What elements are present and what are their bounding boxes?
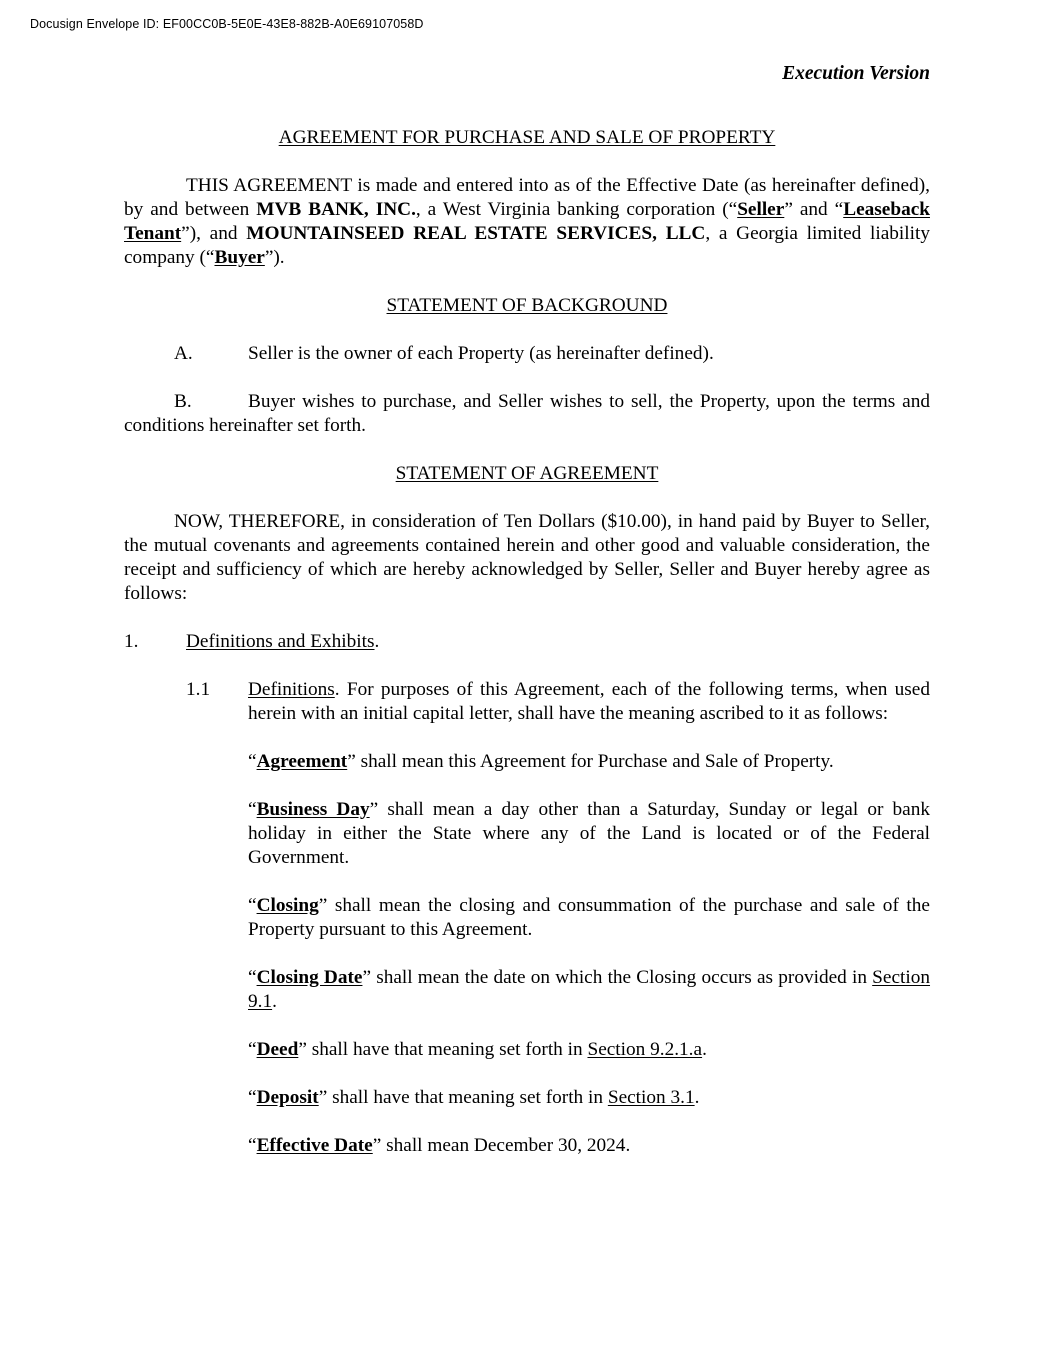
section-1-1-text: . For purposes of this Agreement, each of the following terms, when used herein with an initial capital letter, shall have the meaning ascribed to it as follows: [248,679,930,724]
definition-business-day [248,798,930,870]
definition-end: . [272,991,277,1012]
open-quote: “ [248,1135,257,1156]
intro-text-2: , a West Virginia banking corporation (“ [415,199,738,220]
definition-text: ” shall have that meaning set forth in [298,1039,588,1060]
seller-term: Seller [737,199,785,220]
definition-text: ” shall have that meaning set forth in [318,1087,608,1108]
docusign-envelope-id: Docusign Envelope ID: EF00CC0B-5E0E-43E8-882B-A0E69107058D [30,17,424,31]
leaseback-tenant-term: Leaseback Tenant [124,199,930,244]
open-quote: “ [248,751,257,772]
intro-text-4: ”), and [181,223,247,244]
section-1-number: 1. [124,631,139,652]
recital-a-number: A. [174,343,193,364]
background-heading [124,294,930,318]
recital-b-text: Buyer wishes to purchase, and Seller wishes to sell, the Property, upon the terms and conditions hereinafter set forth. [124,391,930,436]
section-1-1 [124,678,930,726]
recital-a [124,342,930,366]
intro-text-6: ”). [264,247,285,268]
definition-term: Effective Date [256,1135,373,1156]
definition-effective-date [248,1134,930,1158]
version-label: Execution Version [782,63,930,84]
definition-term: Closing Date [256,967,363,988]
recital-b-number: B. [174,391,192,412]
agreement-heading [124,462,930,486]
section-reference-link: Section 9.2.1.a [587,1039,703,1060]
section-1-title: Definitions and Exhibits [186,631,375,652]
definition-text: ” shall mean this Agreement for Purchase and Sale of Property. [347,751,834,772]
open-quote: “ [248,799,257,820]
definition-end: . [694,1087,700,1108]
definition-end: . [702,1039,707,1060]
definition-term: Business Day [256,799,370,820]
definition-closing-date [248,966,930,1014]
section-1-heading [124,630,930,654]
definition-text: ” shall mean the date on which the Closing occurs as provided in [362,967,873,988]
intro-paragraph [124,174,930,270]
open-quote: “ [248,1039,257,1060]
section-reference-link: Section 3.1 [607,1087,695,1108]
section-1-1-text-wrap [248,678,930,726]
section-1-1-title: Definitions [248,679,335,700]
definition-term: Deed [256,1039,299,1060]
definition-term: Closing [256,895,319,916]
section-1-period: . [374,631,380,652]
definition-deed [248,1038,930,1062]
recital-a-text: Seller is the owner of each Property (as hereinafter defined). [248,343,714,364]
section-reference-link: Section 9.1 [248,967,931,1012]
open-quote: “ [248,895,257,916]
definition-agreement [248,750,930,774]
seller-name: MVB BANK, INC. [256,199,416,220]
section-1-title-wrap [186,630,379,654]
definition-text: ” shall mean the closing and consummation of the purchase and sale of the Property pursuant to this Agreement. [248,895,930,940]
definition-deposit [248,1086,930,1110]
document-page [124,62,930,1158]
open-quote: “ [248,967,257,988]
intro-text-5: , a Georgia limited liability company (“ [124,223,930,268]
definition-term: Agreement [256,751,348,772]
section-1-1-number: 1.1 [186,679,211,700]
document-title-text: AGREEMENT FOR PURCHASE AND SALE OF PROPERTY [278,127,776,148]
definition-closing [248,894,930,942]
background-heading-text: STATEMENT OF BACKGROUND [386,295,668,316]
definition-text: ” shall mean a day other than a Saturday, Sunday or legal or bank holiday in either the State where any of the Land is located or of the Federal Government. [248,799,931,868]
intro-text-1: THIS AGREEMENT is made and entered into as of the Effective Date (as hereinafter defined), by and between [124,175,930,220]
agreement-heading-text: STATEMENT OF AGREEMENT [395,463,659,484]
document-title [124,126,930,150]
buyer-term: Buyer [214,247,265,268]
definition-term: Deposit [256,1087,319,1108]
open-quote: “ [248,1087,257,1108]
consideration-paragraph: NOW, THEREFORE, in consideration of Ten Dollars ($10.00), in hand paid by Buyer to Seller, the mutual covenants and agreements contained herein and other good and valuable consideration, the receipt and sufficiency of which are hereby acknowledged by Seller, Seller and Buyer hereby agree as follows: [124,511,930,604]
recital-b [124,390,930,438]
buyer-name: MOUNTAINSEED REAL ESTATE SERVICES, LLC [246,223,706,244]
intro-text-3: ” and “ [784,199,844,220]
definition-text: ” shall mean December 30, 2024. [372,1135,631,1156]
